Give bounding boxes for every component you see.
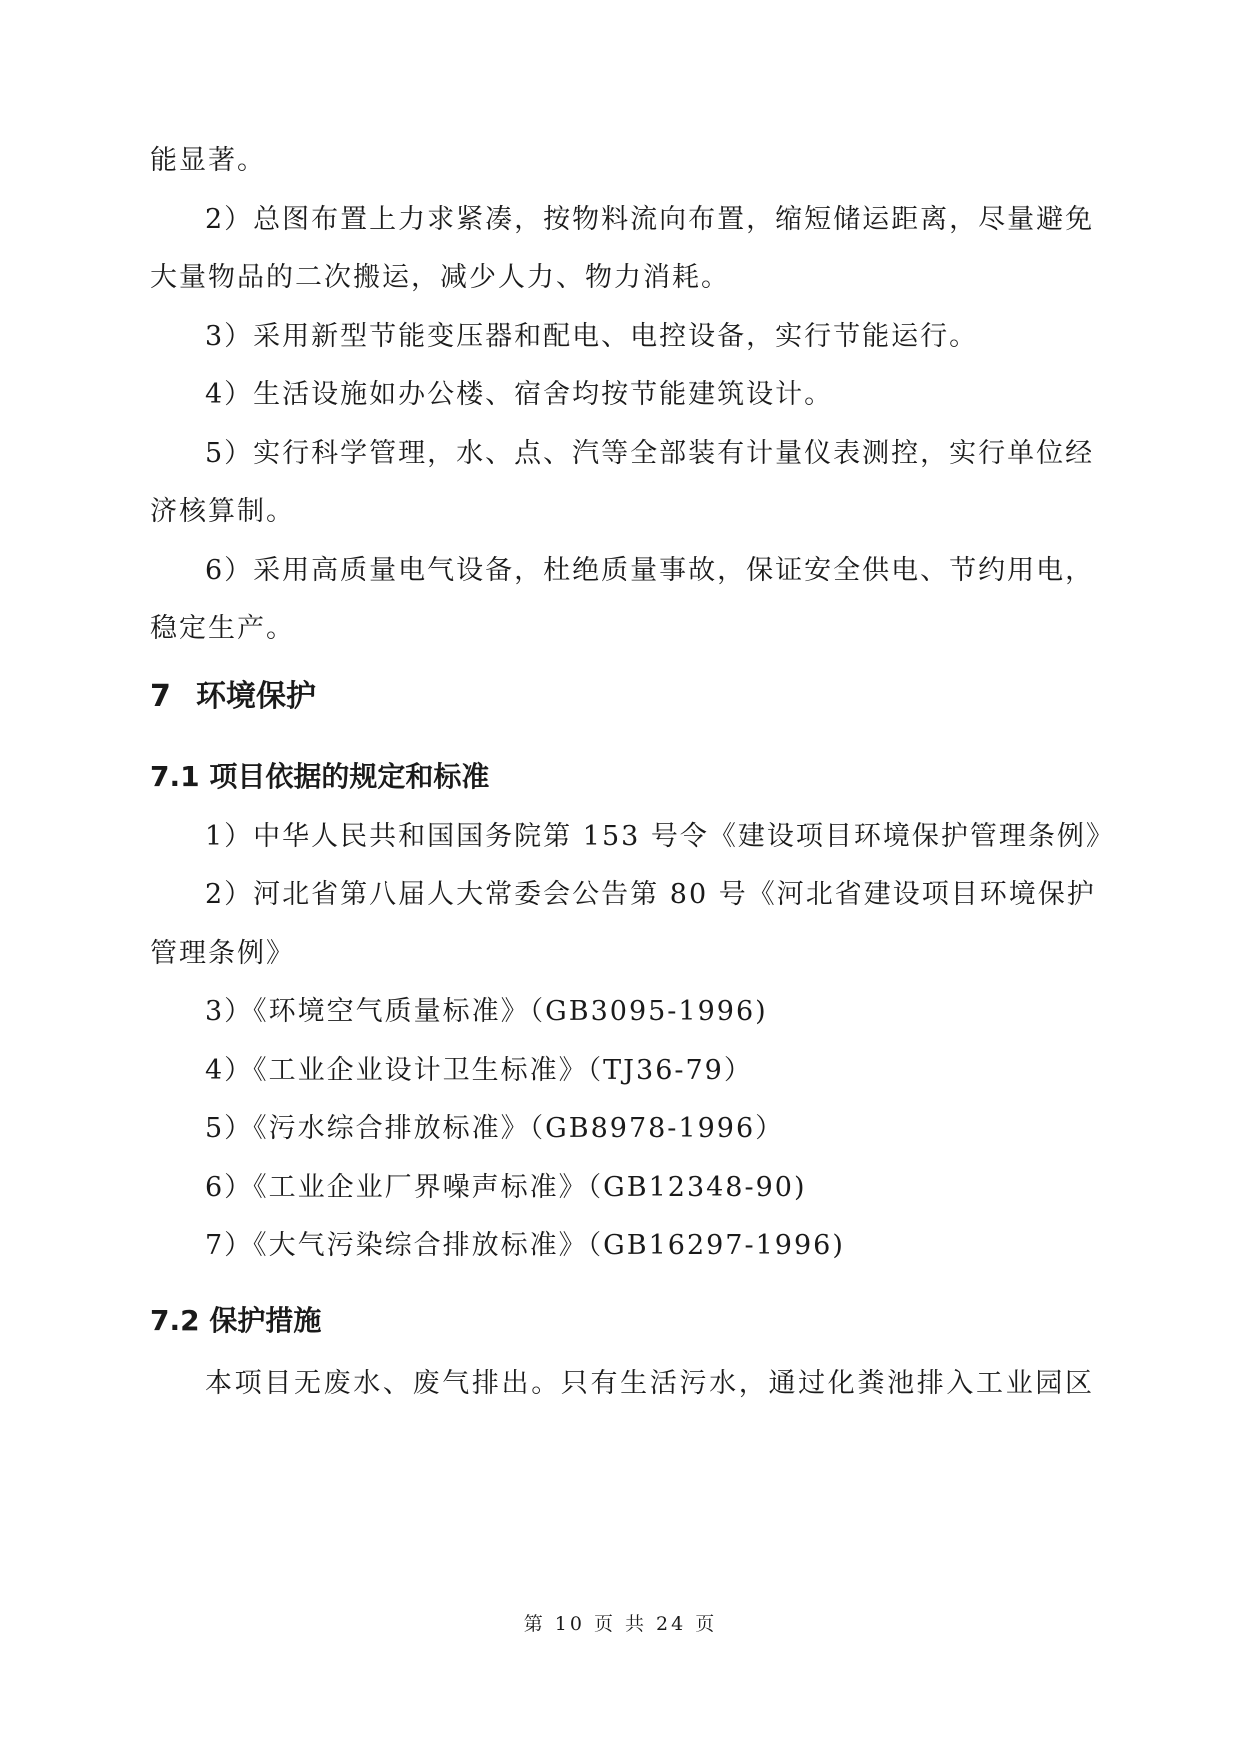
list-item-6-line2: 稳定生产。 — [150, 613, 295, 644]
list-item-5-line2: 济核算制。 — [150, 496, 295, 527]
standard-item-6: 6）《工业企业厂界噪声标准》（GB12348-90) — [205, 1172, 807, 1203]
standard-item-3: 3）《环境空气质量标准》（GB3095-1996) — [205, 996, 768, 1027]
standard-item-4: 4）《工业企业设计卫生标准》（TJ36-79） — [205, 1055, 753, 1086]
subsection-heading-7-2: 7.2 保护措施 — [150, 1304, 322, 1337]
standard-item-7: 7）《大气污染综合排放标准》（GB16297-1996) — [205, 1230, 845, 1261]
list-item-2-line1: 2）总图布置上力求紧凑，按物料流向布置，缩短储运距离，尽量避免 — [205, 204, 1095, 235]
page-footer: 第 10 页 共 24 页 — [523, 1613, 718, 1635]
list-item-4: 4）生活设施如办公楼、宿舍均按节能建筑设计。 — [205, 379, 834, 410]
list-item-5-line1: 5）实行科学管理，水、点、汽等全部装有计量仪表测控，实行单位经 — [205, 438, 1095, 469]
list-item-6-line1: 6）采用高质量电气设备，杜绝质量事故，保证安全供电、节约用电， — [205, 555, 1095, 586]
section-heading-7 — [150, 678, 316, 716]
list-item-2-line2: 大量物品的二次搬运，减少人力、物力消耗。 — [150, 262, 730, 293]
list-item-3: 3）采用新型节能变压器和配电、电控设备，实行节能运行。 — [205, 321, 979, 352]
standard-item-5: 5）《污水综合排放标准》（GB8978-1996） — [205, 1113, 785, 1144]
subsection-heading-7-1: 7.1 项目依据的规定和标准 — [150, 760, 490, 793]
standard-item-1: 1）中华人民共和国国务院第 153 号令《建设项目环境保护管理条例》 — [205, 821, 1115, 852]
section-title: 环境保护 — [196, 679, 316, 714]
standard-item-2-line1: 2）河北省第八届人大常委会公告第 80 号《河北省建设项目环境保护 — [205, 879, 1096, 910]
paragraph-line: 能显著。 — [150, 145, 266, 176]
paragraph-line: 本项目无废水、废气排出。只有生活污水，通过化粪池排入工业园区 — [205, 1368, 1094, 1399]
standard-item-2-line2: 管理条例》 — [150, 938, 295, 969]
section-number: 7 — [150, 679, 171, 714]
